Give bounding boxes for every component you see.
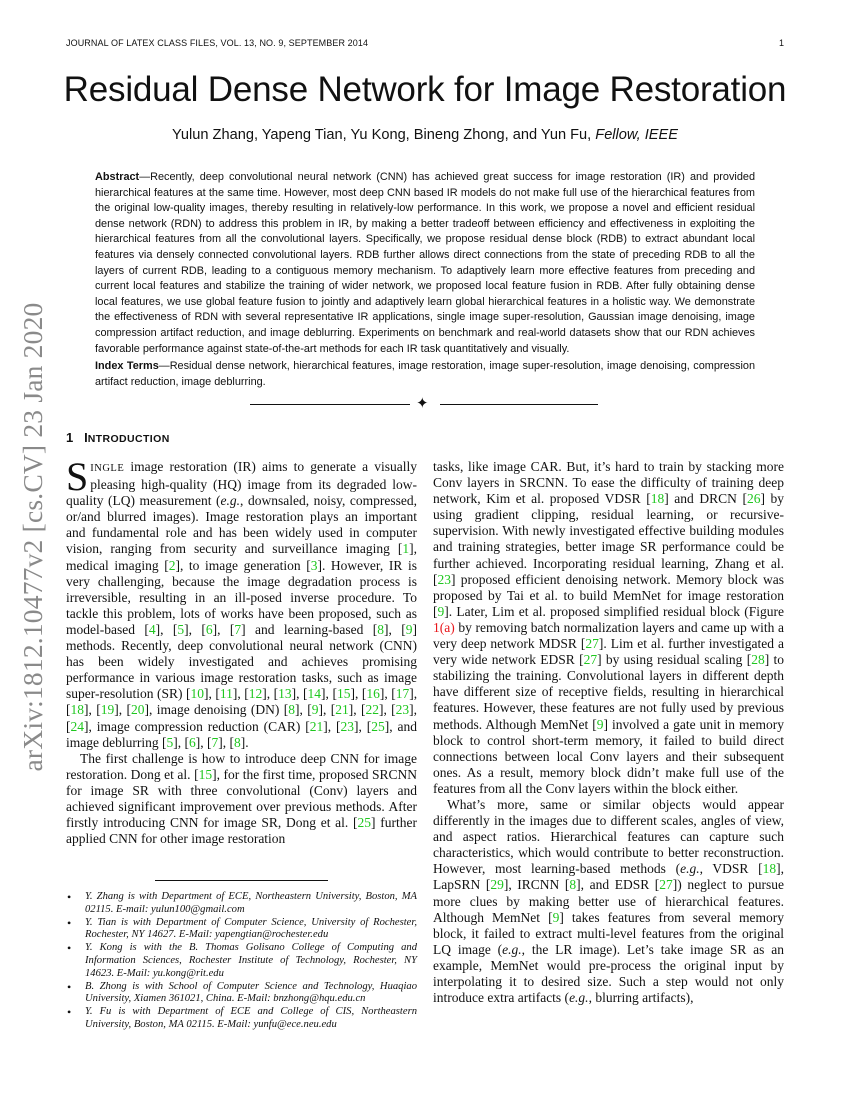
citation-link[interactable]: 26 (746, 491, 761, 507)
footnote-item: • Y. Zhang is with Department of ECE, Northeastern University, Boston, MA 02115. E-mail: yulun100@gmail.com (85, 891, 417, 916)
footnote-item: • Y. Fu is with Department of ECE and College of CIS, Northeastern University, Boston, MA 02115. E-Mail: yunfu@ece.neu.edu (85, 1006, 417, 1031)
left-column (66, 454, 418, 847)
citation-link[interactable]: 25 (371, 718, 385, 734)
citation-link[interactable]: 23 (340, 718, 354, 734)
citation-link[interactable]: 8 (569, 877, 577, 893)
paragraph: tasks, like image CAR. But, it’s hard to train by stacking more Conv layers in SRCNN. To ease the difficulty of training deep network, Kim et al. proposed VDSR [18] and DRCN [26] by using gradient clipping, residual learning, or recursive-supervision. With newly investigated effective building modules and training strategies, better image SR performance could be further achieved. Incorporating residual learning, Zhang et al. [23] proposed efficient denoising network. Memory block was proposed by Tai et al. to build MemNet for image restoration [9]. Later, Lim et al. proposed simplified residual block (Figure 1(a) by removing batch normalization layers and came up with a very deep network MDSR [27]. Lim et al. further investigated a very wide network EDSR [27] by using residual scaling [28] to stabilizing the training. Convolutional layers in different depth have different size of receptive fields, resulting in hierarchical features. However, these features are not fully used by previous methods. Although MemNet [9] involved a gate unit in memory block to control short-term memory, it failed to build direct connections between local Conv layers and their subsequent ones. As a result, memory block didn’t make full use of the features from all the Conv layers within the block either. (433, 459, 785, 796)
citation-link[interactable]: 8 (233, 734, 241, 750)
citation-link[interactable]: 3 (310, 557, 318, 573)
right-column (433, 459, 784, 1006)
citation-link[interactable]: 14 (307, 686, 322, 702)
citation-link[interactable]: 6 (205, 621, 213, 637)
citation-link[interactable]: 4 (148, 621, 156, 637)
citation-link[interactable]: 5 (166, 734, 174, 750)
citation-link[interactable]: 9 (596, 716, 604, 732)
citation-link[interactable]: 15 (198, 766, 213, 782)
citation-link[interactable]: 12 (248, 686, 263, 702)
footnote-item: • Y. Tian is with Department of Computer Science, University of Rochester, Rochester, NY 14627. E-Mail: yapengtian@rochester.edu (85, 917, 417, 942)
section-title-first: I (84, 430, 88, 445)
citation-link[interactable]: 7 (234, 621, 242, 637)
arxiv-stamp: arXiv:1812.10477v2 [cs.CV] 23 Jan 2020 (17, 302, 48, 772)
footnote-rule (155, 880, 328, 881)
authors (0, 127, 850, 143)
citation-link[interactable]: 5 (177, 621, 185, 637)
index-terms-label: Index Terms (95, 360, 159, 372)
section-heading (66, 430, 170, 445)
citation-link[interactable]: 9 (405, 621, 413, 637)
citation-link[interactable]: 18 (762, 861, 777, 877)
citation-link[interactable]: 27 (583, 652, 598, 668)
footnote-item: • Y. Kong is with the B. Thomas Golisano College of Computing and Information Sciences, Rochester Institute of Technology, Rochester, NY 14623. E-Mail: yu.kong@rit.edu (85, 942, 417, 980)
emphasis: e.g. (502, 941, 522, 957)
citation-link[interactable]: 24 (70, 718, 84, 734)
section-title-rest: NTRODUCTION (87, 433, 170, 445)
running-head: JOURNAL OF LATEX CLASS FILES, VOL. 13, NO. 9, SEPTEMBER 2014 (66, 38, 369, 48)
citation-link[interactable]: 10 (190, 686, 204, 702)
drop-cap-rest: INGLE (90, 463, 125, 474)
citation-link[interactable]: 1 (402, 541, 410, 557)
index-terms-text: —Residual dense network, hierarchical features, image restoration, image super-resolution, image denoising, compression artifact reduction, image deblurring. (95, 360, 755, 388)
paper-title: Residual Dense Network for Image Restoration (63, 70, 787, 109)
index-terms (95, 359, 755, 390)
citation-link[interactable]: 23 (395, 702, 410, 718)
citation-link[interactable]: 11 (219, 686, 233, 702)
citation-link[interactable]: 15 (336, 686, 351, 702)
citation-link[interactable]: 27 (659, 877, 673, 893)
divider-star-icon: ✦ (416, 394, 429, 412)
footnotes (66, 891, 417, 1032)
citation-link[interactable]: 2 (168, 557, 176, 573)
citation-link[interactable]: 8 (377, 621, 385, 637)
citation-link[interactable]: 23 (437, 571, 451, 587)
emphasis: e.g. (680, 861, 700, 877)
citation-link[interactable]: 28 (751, 652, 765, 668)
citation-link[interactable]: 27 (585, 636, 599, 652)
author-honor: Fellow, IEEE (595, 127, 679, 143)
author-names: Yulun Zhang, Yapeng Tian, Yu Kong, Bineng Zhong, and Yun Fu, (171, 127, 596, 143)
paragraph: The first challenge is how to introduce deep CNN for image restoration. Dong et al. [15], for the first time, proposed SRCNN for image SR with three convolutional (Conv) layers and achieved significant improvement over previous methods. After firstly introducing CNN for image SR, Dong et al. [25] further applied CNN for other image restoration (66, 750, 418, 847)
citation-link[interactable]: 13 (278, 686, 292, 702)
citation-link[interactable]: 20 (130, 702, 145, 718)
abstract (95, 170, 755, 357)
citation-link[interactable]: 16 (366, 686, 380, 702)
citation-link[interactable]: 29 (490, 877, 504, 893)
citation-link[interactable]: 9 (552, 909, 560, 925)
citation-link[interactable]: 17 (395, 686, 410, 702)
divider-right (440, 404, 598, 405)
citation-link[interactable]: 8 (288, 702, 295, 718)
divider-left (250, 404, 410, 405)
footnote-item: • B. Zhong is with School of Computer Science and Technology, Huaqiao University, Xiamen 361021, China. E-Mail: bnzhong@hqu.edu.cn (85, 981, 417, 1006)
citation-link[interactable]: 18 (650, 491, 665, 507)
citation-link[interactable]: 21 (335, 702, 349, 718)
emphasis: e.g. (569, 990, 589, 1006)
citation-link[interactable]: 9 (311, 702, 319, 718)
abstract-text: —Recently, deep convolutional neural network (CNN) has achieved great success for image restoration (IR) and provided hierarchical features at the same time. However, most deep CNN based IR models do not make full use of the hierarchical features from the original low-quality images, thereby resulting in relatively-low performance. In this work, we propose a novel and efficient residual dense network (RDN) to address this problem in IR, by making a better tradeoff between efficiency and effectiveness in exploiting the hierarchical features from all the convolutional layers. Specifically, we propose residual dense block (RDB) to extract abundant local features via densely connected convolutional layers. RDB further allows direct connections from the state of preceding RDB to all the layers of current RDB, leading to a contiguous memory mechanism. To adaptively learn more effective features from preceding and current local features and stabilize the training of wider network, we proposed local feature fusion in RDB. After fully obtaining dense local features, we use global feature fusion to jointly and adaptively learn global hierarchical features in a holistic way. We demonstrate the effectiveness of RDN with several representative IR applications, single image super-resolution, Gaussian image denoising, image compression artifact reduction, and image deblurring. Experiments on benchmark and real-world datasets show that our RDN achieves favorable performance against state-of-the-art methods for each IR task quantitatively and visually. (95, 171, 755, 355)
abstract-label: Abstract (95, 171, 140, 183)
citation-link[interactable]: 6 (188, 734, 196, 750)
page-number: 1 (778, 38, 784, 48)
citation-link[interactable]: 21 (309, 718, 324, 734)
emphasis: e.g. (220, 493, 241, 509)
citation-link[interactable]: 18 (70, 702, 84, 718)
citation-link[interactable]: 19 (100, 702, 115, 718)
citation-link[interactable]: 25 (357, 815, 372, 831)
paragraph: What’s more, same or similar objects would appear differently in the images due to different scales, angles of view, and aspect ratios. Hierarchical features can capture such characteristics, which would contribute to better reconstruction. However, most learning-based methods (e.g., VDSR [18], LapSRN [29], IRCNN [8], and EDSR [27]) neglect to pursue more clues by making better use of hierarchical features. Although MemNet [9] takes features from several memory block, it failed to extract multi-level features from the original LQ image (e.g., the LR image). Let’s take image SR as an example, MemNet would pre-process the original input by interpolating it to desired size. Such a step would not only introduce extra artifacts (e.g., blurring artifacts), (433, 796, 785, 1006)
paragraph: SINGLE image restoration (IR) aims to generate a visually pleasing high-quality (HQ) image from its degraded low-quality (LQ) measurement (e.g., downsaled, noisy, compressed, or/and blurred images). Image restoration plays an important and fundamental role and has been widely used in computer vision, ranging from security and surveillance imaging [1], medical imaging [2], to image generation [3]. However, IR is very challenging, because the image degradation process is irreversible, resulting in an ill-posed inverse procedure. To tackle this problem, lots of works have been proposed, such as model-based [4], [5], [6], [7] and learning-based [8], [9] methods. Recently, deep convolutional neural network (CNN) has been widely investigated and achieves promising performance in various image restoration tasks, such as image super-resolution (SR) [10], [11], [12], [13], [14], [15], [16], [17], [18], [19], [20], image denoising (DN) [8], [9], [21], [22], [23], [24], image compression reduction (CAR) [21], [23], [25], and image deblurring [5], [6], [7], [8]. (66, 454, 418, 750)
drop-cap: S (66, 454, 89, 499)
section-number: 1 (66, 430, 74, 445)
figure-ref-link[interactable]: 1(a) (433, 619, 455, 635)
citation-link[interactable]: 22 (365, 702, 379, 718)
citation-link[interactable]: 7 (211, 734, 219, 750)
citation-link[interactable]: 9 (437, 603, 445, 619)
